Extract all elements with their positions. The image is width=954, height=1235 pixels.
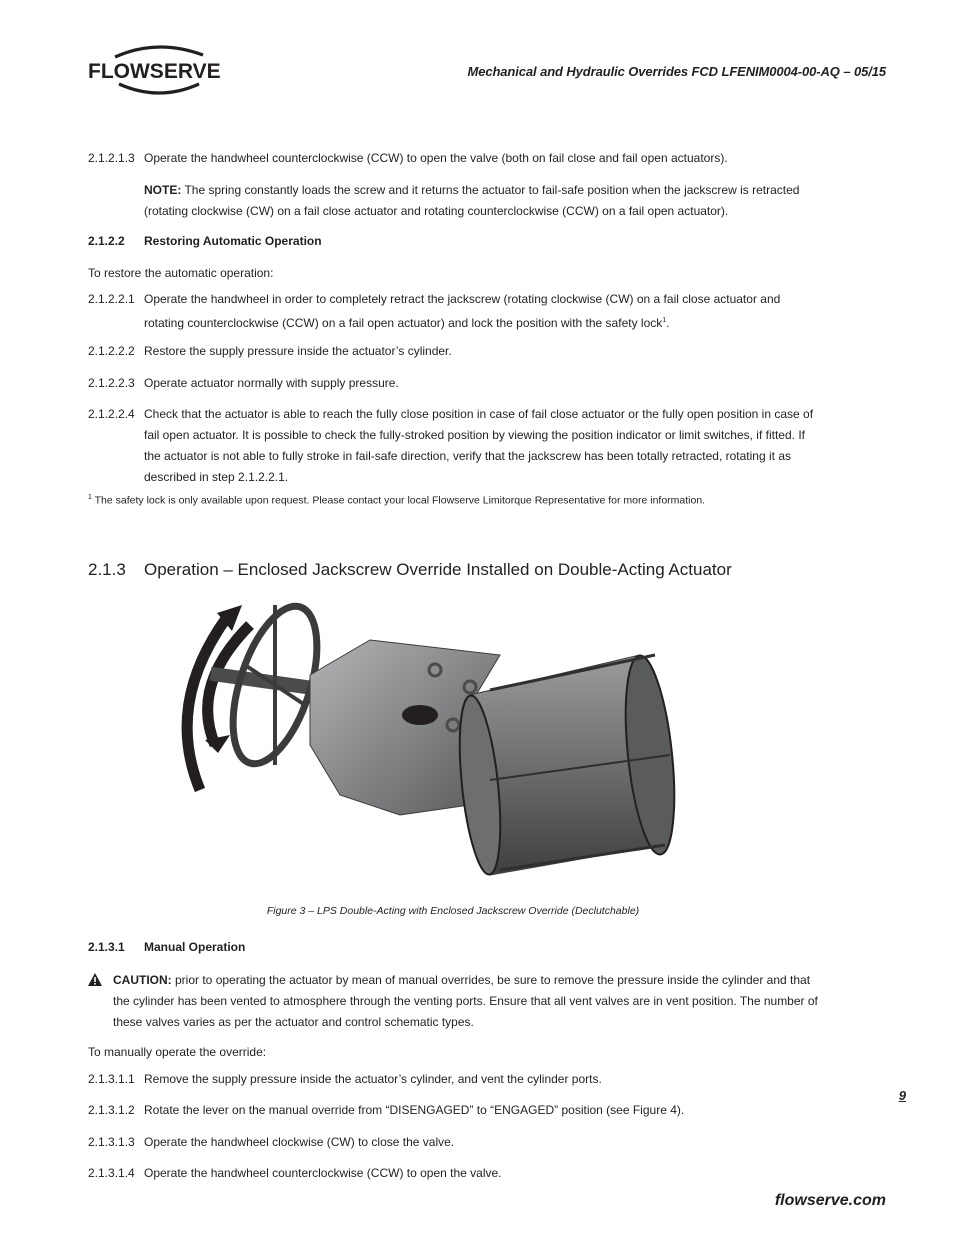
step-number: 2.1.3.1.1: [88, 1072, 135, 1086]
step-2-1-2-2-2: [88, 341, 818, 362]
subheading-number: 2.1.3.1: [88, 940, 125, 954]
step-2-1-2-2-4: [88, 404, 818, 488]
step-number: 2.1.3.1.3: [88, 1135, 135, 1149]
step-2-1-3-1-3: [88, 1132, 818, 1153]
step-2-1-3-1-2: [88, 1100, 818, 1121]
note-text: The spring constantly loads the screw and it returns the actuator to fail-safe position when the jackscrew is retracted (rotating clockwise (CW) on a fail close actuator and rotating counterclockwise (CCW) on a fail open actuator).: [144, 183, 800, 218]
figure-caption: Figure 3 – LPS Double-Acting with Enclosed Jackscrew Override (Declutchable): [266, 905, 640, 917]
step-number: 2.1.3.1.4: [88, 1166, 135, 1180]
section-title-text: Operation – Enclosed Jackscrew Override Installed on Double-Acting Actuator: [144, 560, 732, 579]
step-2-1-3-1-1: [88, 1069, 818, 1090]
restore-intro: To restore the automatic operation:: [88, 266, 274, 280]
step-text: Operate the handwheel counterclockwise (CCW) to open the valve.: [144, 1166, 502, 1180]
step-number: 2.1.2.2.2: [88, 344, 135, 358]
step-2-1-3-1-4: [88, 1163, 818, 1184]
logo-text: FLOWSERVE: [88, 60, 221, 83]
subheading-text: Manual Operation: [144, 940, 246, 954]
flowserve-logo: [87, 40, 227, 96]
step-2-1-2-2-1: [88, 289, 818, 334]
subheading-number: 2.1.2.2: [88, 234, 125, 248]
step-text: Operate the handwheel in order to completely retract the jackscrew (rotating clockwise (CW) on a fail close actuator and rotating counterclockwise (CCW) on a fail open actuator) and lock the position with the safety lock$^1$.: [144, 292, 781, 330]
step-2-1-2-1-3: [88, 148, 818, 169]
page-number: 9: [898, 1088, 906, 1103]
step-text: Restore the supply pressure inside the actuator’s cylinder.: [144, 344, 452, 358]
footnote: [88, 494, 818, 507]
warning-triangle-icon: [88, 973, 102, 986]
section-title: [88, 560, 732, 580]
step-text: Rotate the lever on the manual override from “DISENGAGED” to “ENGAGED” position (see Figure 4).: [144, 1103, 685, 1117]
section-number: 2.1.3: [88, 560, 126, 579]
document-header-title: Mechanical and Hydraulic Overrides FCD LFENIM0004-00-AQ – 05/15: [467, 64, 886, 79]
note-paragraph: [144, 180, 819, 222]
step-number: 2.1.2.2.4: [88, 407, 135, 421]
caution-text: prior to operating the actuator by mean of manual overrides, be sure to remove the pressure inside the cylinder and that the cylinder has been vented to atmosphere through the venting ports. Ensure that all vent valves are in vent position. The number of these valves varies as per the actuator and control schematic types.: [113, 973, 818, 1029]
caution-label: CAUTION:: [113, 973, 172, 987]
footnote-mark: 1: [88, 494, 92, 501]
step-text: Operate actuator normally with supply pressure.: [144, 376, 399, 390]
caution-paragraph: [88, 970, 818, 1033]
step-number: 2.1.3.1.2: [88, 1103, 135, 1117]
subheading-manual-operation: [88, 940, 245, 954]
subheading-text: Restoring Automatic Operation: [144, 234, 322, 248]
footnote-text: The safety lock is only available upon request. Please contact your local Flowserve Limitorque Representative for more information.: [91, 494, 706, 507]
step-text: Check that the actuator is able to reach the fully close position in case of fail close actuator or the fully open position in case of fail open actuator. It is possible to check the fully-stroked position by viewing the position indicator or limit switches, if fitted. If the actuator is not able to fully stroke in fail-safe direction, verify that the jackscrew has been totally retracted, rotating it as described in step 2.1.2.2.1.: [144, 407, 814, 484]
step-text: Operate the handwheel counterclockwise (CCW) to open the valve (both on fail close and fail open actuators).: [144, 151, 728, 165]
step-2-1-2-2-3: [88, 373, 818, 394]
step-number: 2.1.2.1.3: [88, 151, 135, 165]
footer-website-link[interactable]: flowserve.com: [774, 1192, 886, 1209]
step-number: 2.1.2.2.3: [88, 376, 135, 390]
manual-intro: To manually operate the override:: [88, 1045, 267, 1059]
step-text: Remove the supply pressure inside the actuator’s cylinder, and vent the cylinder ports.: [144, 1072, 602, 1086]
actuator-illustration: [170, 595, 690, 895]
step-text: Operate the handwheel clockwise (CW) to close the valve.: [144, 1135, 455, 1149]
subheading-restoring-automatic-operation: [88, 234, 322, 248]
step-number: 2.1.2.2.1: [88, 292, 135, 306]
note-label: NOTE:: [144, 183, 182, 197]
